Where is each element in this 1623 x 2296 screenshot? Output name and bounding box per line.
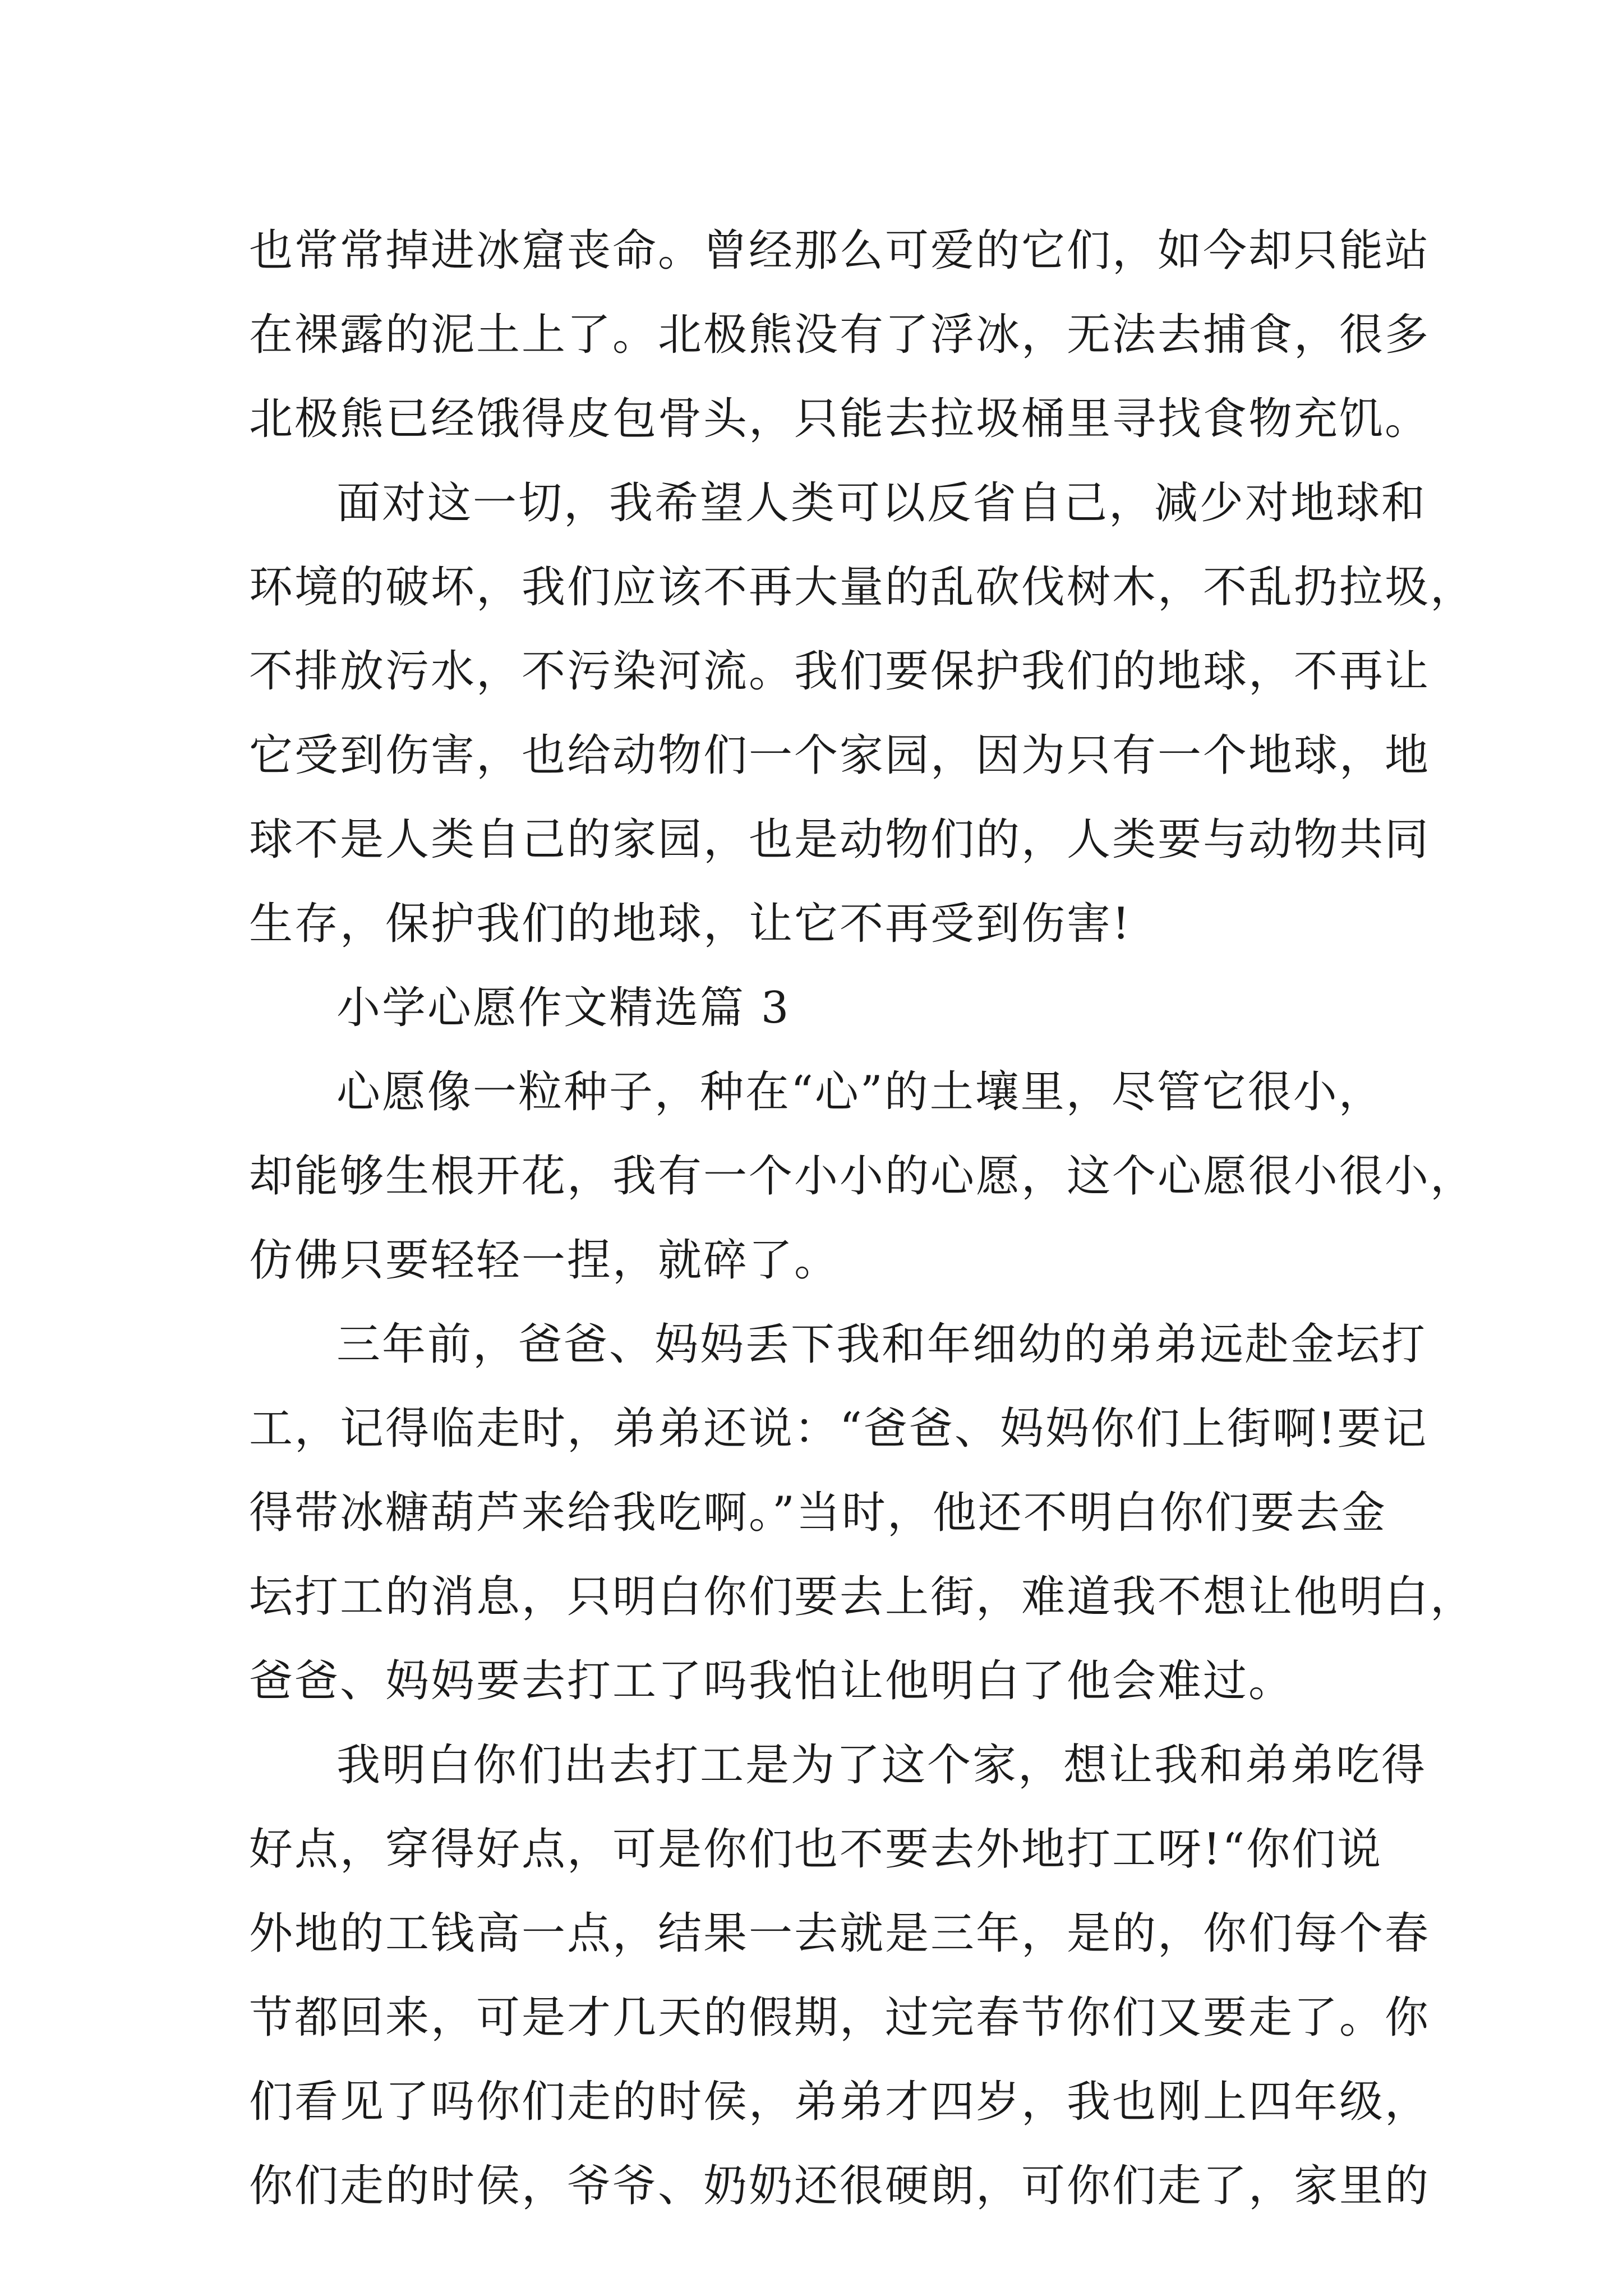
text-line: 在裸露的泥土上了。北极熊没有了浮冰，无法去捕食，很多 [249,310,1431,360]
text-line: 球不是人类自己的家园，也是动物们的，人类要与动物共同 [249,815,1431,865]
text-line: 仿佛只要轻轻一捏，就碎了。 [249,1235,840,1286]
text-line: 工，记得临走时，弟弟还说：“爸爸、妈妈你们上街啊!要记 [249,1404,1428,1454]
text-line: 却能够生根开花，我有一个小小的心愿，这个心愿很小很小， [249,1151,1476,1202]
text-line: 坛打工的消息，只明白你们要去上街，难道我不想让他明白， [249,1572,1476,1622]
text-line: 爸爸、妈妈要去打工了吗我怕让他明白了他会难过。 [249,1656,1294,1706]
text-line: 北极熊已经饿得皮包骨头，只能去拉圾桶里寻找食物充饥。 [249,394,1431,444]
body-text [249,209,1476,2228]
text-line: 们看见了吗你们走的时侯，弟弟才四岁，我也刚上四年级， [249,2077,1431,2127]
text-line: 生存，保护我们的地球，让它不再受到伤害! [249,899,1132,949]
text-line: 面对这一切，我希望人类可以反省自己，减少对地球和 [336,478,1427,528]
text-line: 也常常掉进冰窟丧命。曾经那么可爱的它们，如今却只能站 [249,226,1431,276]
text-line: 三年前，爸爸、妈妈丢下我和年细幼的弟弟远赴金坛打 [336,1319,1427,1370]
text-line: 环境的破坏，我们应该不再大量的乱砍伐树木，不乱扔拉圾， [249,562,1476,613]
text-line: 我明白你们出去打工是为了这个家，想让我和弟弟吃得 [336,1740,1427,1791]
text-line: 好点，穿得好点，可是你们也不要去外地打工呀!“你们说 [249,1824,1383,1875]
text-line: 你们走的时侯，爷爷、奶奶还很硬朗，可你们走了，家里的 [249,2161,1431,2211]
text-line: 得带冰糖葫芦来给我吃啊。”当时，他还不明白你们要去金 [249,1488,1387,1538]
text-line: 不排放污水，不污染河流。我们要保护我们的地球，不再让 [249,646,1431,697]
text-line: 节都回来，可是才几天的假期，过完春节你们又要走了。你 [249,1993,1431,2043]
text-line: 心愿像一粒种子，种在“心”的土壤里，尽管它很小， [336,1067,1384,1117]
text-line: 小学心愿作文精选篇 3 [336,983,791,1033]
text-line: 外地的工钱高一点，结果一去就是三年，是的，你们每个春 [249,1908,1431,1959]
text-line: 它受到伤害，也给动物们一个家园，因为只有一个地球，地 [249,730,1431,781]
